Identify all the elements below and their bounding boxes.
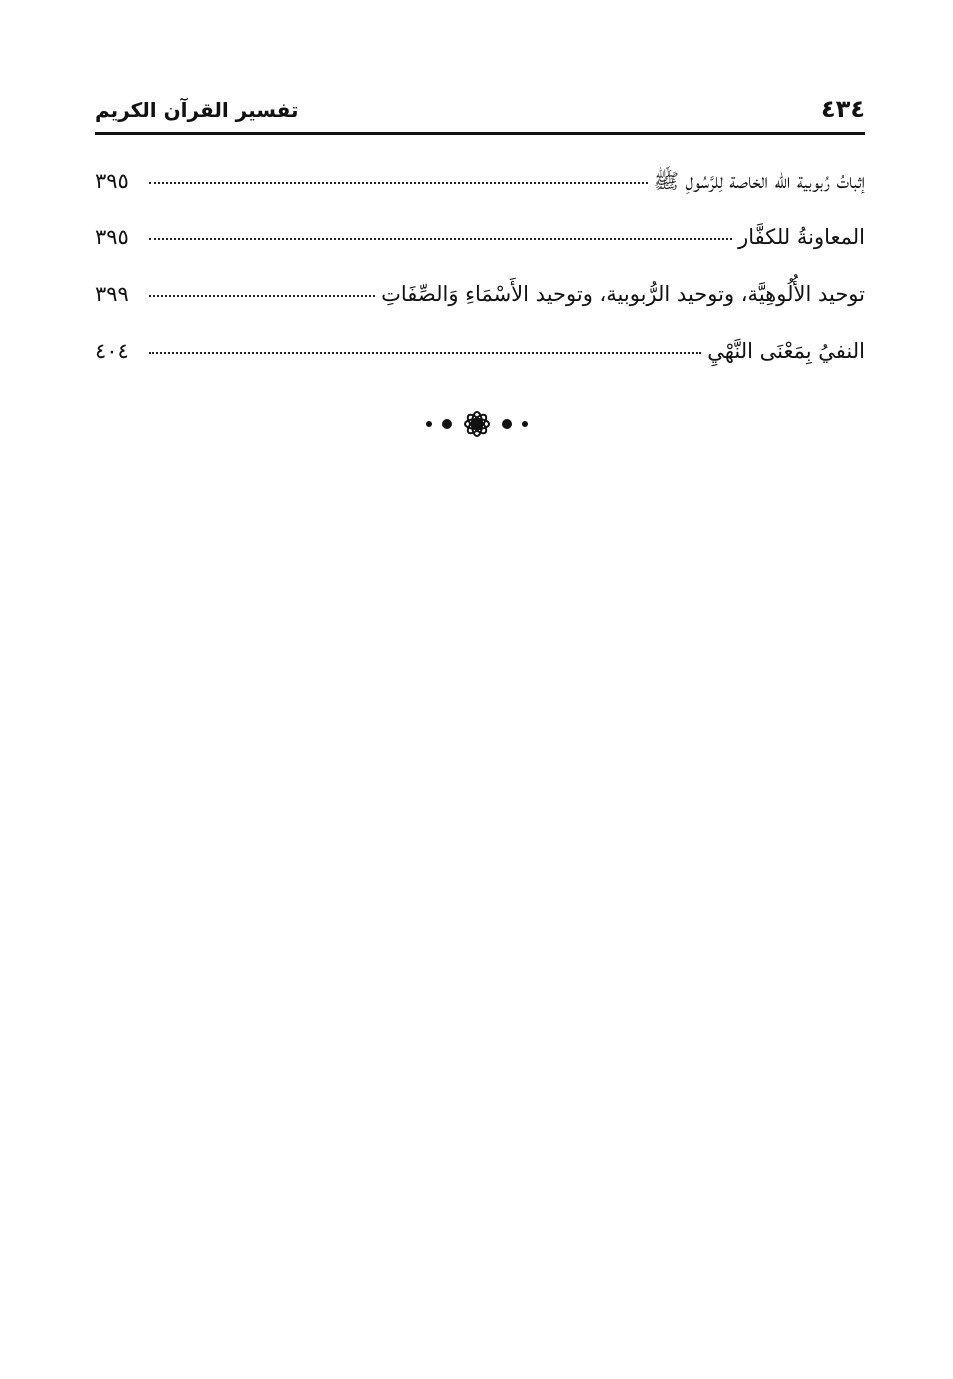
header-divider (95, 132, 865, 135)
toc-entry (95, 225, 865, 282)
toc-entry (95, 282, 865, 339)
page-header (95, 94, 865, 130)
floral-ornament-icon (417, 408, 537, 440)
toc-entry-title: إثباتُ رُبوبية الله الخاصة لِلرَّسُولِ ﷺ (653, 169, 865, 193)
toc-entry-title: النفيُ بِمَعْنَى النَّهْيِ (707, 339, 865, 363)
dot-leader (149, 238, 732, 240)
toc-entry-title: المعاونةُ للكفَّار (738, 225, 865, 249)
toc-entry-page: ٣٩٥ (95, 225, 129, 249)
dot-leader (149, 295, 375, 297)
toc-entry-page: ٣٩٥ (95, 169, 129, 193)
table-of-contents (95, 168, 865, 396)
toc-entry-page: ٣٩٩ (95, 282, 129, 306)
dot-leader (149, 182, 648, 184)
toc-entry (95, 168, 865, 225)
page-number: ٤٣٤ (821, 95, 865, 123)
toc-entry-title: توحيد الأُلُوهِيَّة، وتوحيد الرُّبوبية، وتوحيد الأَسْمَاءِ وَالصِّفَاتِ (381, 282, 865, 306)
toc-entry-page: ٤٠٤ (95, 339, 129, 363)
toc-entry (95, 339, 865, 396)
end-ornament (0, 406, 953, 442)
dot-leader (149, 352, 701, 354)
running-title: تفسير القرآن الكريم (95, 98, 299, 122)
